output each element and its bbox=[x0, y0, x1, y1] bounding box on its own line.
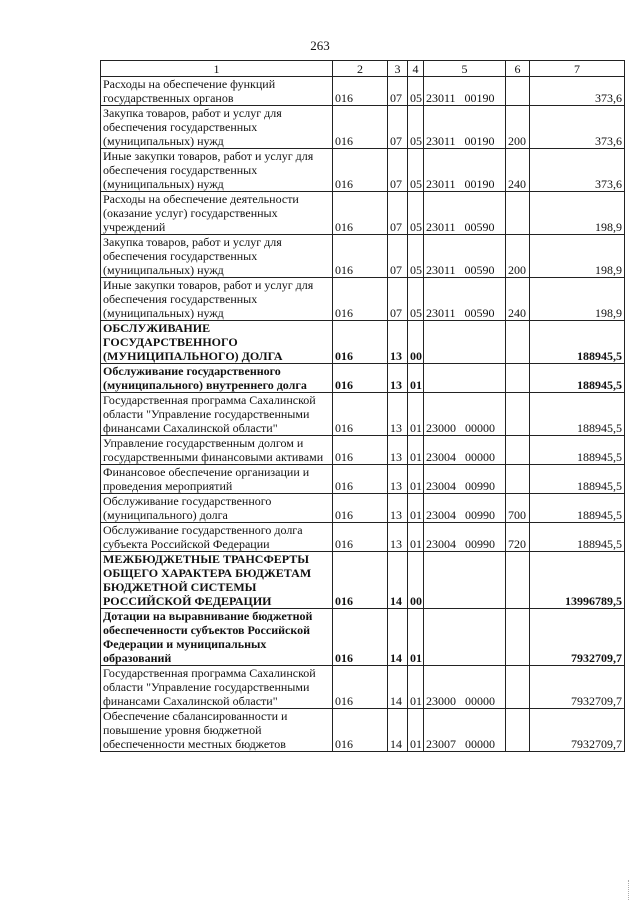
row-expense-type-cell bbox=[506, 364, 530, 393]
row-expense-type-cell bbox=[506, 709, 530, 752]
header-cell: 5 bbox=[424, 61, 506, 77]
table-row bbox=[101, 465, 625, 494]
row-amount-cell: 198,9 bbox=[530, 192, 625, 235]
row-code-cell: 016 bbox=[333, 709, 388, 752]
row-code-cell: 016 bbox=[333, 106, 388, 149]
header-cell: 7 bbox=[530, 61, 625, 77]
table-row bbox=[101, 77, 625, 106]
row-expense-type-cell: 200 bbox=[506, 106, 530, 149]
row-code-cell: 016 bbox=[333, 609, 388, 666]
row-name-cell: Закупка товаров, работ и услуг для обеспечения государственных (муниципальных) нужд bbox=[101, 106, 333, 149]
row-target-code-cell: 23011 00190 bbox=[424, 77, 506, 106]
table-row bbox=[101, 106, 625, 149]
row-subsection-cell: 01 bbox=[408, 609, 424, 666]
row-subsection-cell: 00 bbox=[408, 552, 424, 609]
header-cell: 6 bbox=[506, 61, 530, 77]
row-expense-type-cell bbox=[506, 192, 530, 235]
scan-mark bbox=[628, 880, 632, 900]
table-row bbox=[101, 436, 625, 465]
row-name-cell: Финансовое обеспечение организации и проведения мероприятий bbox=[101, 465, 333, 494]
row-section-cell: 07 bbox=[388, 278, 408, 321]
row-name-cell: Дотации на выравнивание бюджетной обеспеченности субъектов Российской Федерации и муниципальных образований bbox=[101, 609, 333, 666]
table-row bbox=[101, 494, 625, 523]
row-name-cell: Обслуживание государственного (муниципального) долга bbox=[101, 494, 333, 523]
row-amount-cell: 7932709,7 bbox=[530, 709, 625, 752]
row-target-code-cell bbox=[424, 609, 506, 666]
table-row bbox=[101, 666, 625, 709]
row-amount-cell: 188945,5 bbox=[530, 393, 625, 436]
row-code-cell: 016 bbox=[333, 364, 388, 393]
header-cell: 1 bbox=[101, 61, 333, 77]
row-name-cell: Управление государственным долгом и государственными финансовыми активами bbox=[101, 436, 333, 465]
row-expense-type-cell: 240 bbox=[506, 149, 530, 192]
row-code-cell: 016 bbox=[333, 666, 388, 709]
row-expense-type-cell bbox=[506, 609, 530, 666]
row-amount-cell: 7932709,7 bbox=[530, 666, 625, 709]
row-target-code-cell: 23000 00000 bbox=[424, 393, 506, 436]
row-expense-type-cell bbox=[506, 321, 530, 364]
table-row bbox=[101, 149, 625, 192]
row-target-code-cell: 23011 00590 bbox=[424, 278, 506, 321]
row-code-cell: 016 bbox=[333, 393, 388, 436]
table-row bbox=[101, 278, 625, 321]
row-target-code-cell: 23004 00990 bbox=[424, 523, 506, 552]
table-row bbox=[101, 321, 625, 364]
row-subsection-cell: 01 bbox=[408, 436, 424, 465]
table-row bbox=[101, 235, 625, 278]
row-section-cell: 07 bbox=[388, 149, 408, 192]
row-section-cell: 07 bbox=[388, 106, 408, 149]
row-subsection-cell: 01 bbox=[408, 393, 424, 436]
row-subsection-cell: 01 bbox=[408, 364, 424, 393]
row-code-cell: 016 bbox=[333, 278, 388, 321]
row-amount-cell: 188945,5 bbox=[530, 436, 625, 465]
row-name-cell: Обслуживание государственного долга субъекта Российской Федерации bbox=[101, 523, 333, 552]
row-target-code-cell bbox=[424, 364, 506, 393]
row-name-cell: Закупка товаров, работ и услуг для обеспечения государственных (муниципальных) нужд bbox=[101, 235, 333, 278]
row-section-cell: 14 bbox=[388, 552, 408, 609]
row-amount-cell: 198,9 bbox=[530, 278, 625, 321]
row-section-cell: 13 bbox=[388, 393, 408, 436]
row-code-cell: 016 bbox=[333, 494, 388, 523]
row-code-cell: 016 bbox=[333, 77, 388, 106]
row-target-code-cell: 23007 00000 bbox=[424, 709, 506, 752]
row-expense-type-cell bbox=[506, 436, 530, 465]
row-subsection-cell: 00 bbox=[408, 321, 424, 364]
row-name-cell: Обеспечение сбалансированности и повышение уровня бюджетной обеспеченности местных бюджетов bbox=[101, 709, 333, 752]
row-subsection-cell: 01 bbox=[408, 494, 424, 523]
row-section-cell: 14 bbox=[388, 666, 408, 709]
row-expense-type-cell: 720 bbox=[506, 523, 530, 552]
row-name-cell: Иные закупки товаров, работ и услуг для обеспечения государственных (муниципальных) нужд bbox=[101, 149, 333, 192]
row-subsection-cell: 01 bbox=[408, 523, 424, 552]
row-subsection-cell: 05 bbox=[408, 235, 424, 278]
row-name-cell: Государственная программа Сахалинской области "Управление государственными финансами Сахалинской области" bbox=[101, 393, 333, 436]
row-code-cell: 016 bbox=[333, 552, 388, 609]
row-name-cell: Государственная программа Сахалинской области "Управление государственными финансами Сахалинской области" bbox=[101, 666, 333, 709]
table-row bbox=[101, 364, 625, 393]
row-name-cell: Расходы на обеспечение деятельности (оказание услуг) государственных учреждений bbox=[101, 192, 333, 235]
row-target-code-cell: 23004 00990 bbox=[424, 494, 506, 523]
row-code-cell: 016 bbox=[333, 149, 388, 192]
row-expense-type-cell bbox=[506, 393, 530, 436]
row-amount-cell: 188945,5 bbox=[530, 494, 625, 523]
header-cell: 4 bbox=[408, 61, 424, 77]
row-section-cell: 13 bbox=[388, 523, 408, 552]
row-target-code-cell: 23011 00190 bbox=[424, 106, 506, 149]
row-section-cell: 13 bbox=[388, 436, 408, 465]
row-expense-type-cell bbox=[506, 77, 530, 106]
row-amount-cell: 13996789,5 bbox=[530, 552, 625, 609]
row-name-cell: Обслуживание государственного (муниципального) внутреннего долга bbox=[101, 364, 333, 393]
table-row bbox=[101, 192, 625, 235]
row-amount-cell: 373,6 bbox=[530, 77, 625, 106]
row-expense-type-cell: 200 bbox=[506, 235, 530, 278]
row-section-cell: 07 bbox=[388, 192, 408, 235]
table-row bbox=[101, 609, 625, 666]
row-target-code-cell: 23000 00000 bbox=[424, 666, 506, 709]
table-row bbox=[101, 552, 625, 609]
row-section-cell: 07 bbox=[388, 235, 408, 278]
row-subsection-cell: 01 bbox=[408, 709, 424, 752]
row-section-cell: 14 bbox=[388, 709, 408, 752]
header-row bbox=[101, 61, 625, 77]
row-amount-cell: 188945,5 bbox=[530, 321, 625, 364]
row-code-cell: 016 bbox=[333, 436, 388, 465]
row-target-code-cell bbox=[424, 321, 506, 364]
table-row bbox=[101, 709, 625, 752]
row-expense-type-cell: 700 bbox=[506, 494, 530, 523]
row-subsection-cell: 01 bbox=[408, 666, 424, 709]
page-number: 263 bbox=[310, 38, 330, 53]
row-code-cell: 016 bbox=[333, 465, 388, 494]
row-expense-type-cell bbox=[506, 465, 530, 494]
row-section-cell: 13 bbox=[388, 321, 408, 364]
row-code-cell: 016 bbox=[333, 192, 388, 235]
row-subsection-cell: 05 bbox=[408, 149, 424, 192]
row-subsection-cell: 05 bbox=[408, 77, 424, 106]
row-name-cell: Иные закупки товаров, работ и услуг для обеспечения государственных (муниципальных) нужд bbox=[101, 278, 333, 321]
row-expense-type-cell: 240 bbox=[506, 278, 530, 321]
row-section-cell: 07 bbox=[388, 77, 408, 106]
row-target-code-cell bbox=[424, 552, 506, 609]
row-amount-cell: 188945,5 bbox=[530, 523, 625, 552]
row-amount-cell: 198,9 bbox=[530, 235, 625, 278]
table-row bbox=[101, 523, 625, 552]
row-expense-type-cell bbox=[506, 666, 530, 709]
row-amount-cell: 373,6 bbox=[530, 106, 625, 149]
row-name-cell: МЕЖБЮДЖЕТНЫЕ ТРАНСФЕРТЫ ОБЩЕГО ХАРАКТЕРА БЮДЖЕТАМ БЮДЖЕТНОЙ СИСТЕМЫ РОССИЙСКОЙ ФЕДЕРАЦИИ bbox=[101, 552, 333, 609]
table-row bbox=[101, 393, 625, 436]
row-subsection-cell: 05 bbox=[408, 106, 424, 149]
row-amount-cell: 373,6 bbox=[530, 149, 625, 192]
row-code-cell: 016 bbox=[333, 235, 388, 278]
row-expense-type-cell bbox=[506, 552, 530, 609]
row-target-code-cell: 23004 00990 bbox=[424, 465, 506, 494]
row-section-cell: 13 bbox=[388, 494, 408, 523]
header-cell: 3 bbox=[388, 61, 408, 77]
row-amount-cell: 188945,5 bbox=[530, 465, 625, 494]
row-target-code-cell: 23011 00590 bbox=[424, 192, 506, 235]
row-name-cell: ОБСЛУЖИВАНИЕ ГОСУДАРСТВЕННОГО (МУНИЦИПАЛЬНОГО) ДОЛГА bbox=[101, 321, 333, 364]
row-section-cell: 14 bbox=[388, 609, 408, 666]
row-code-cell: 016 bbox=[333, 321, 388, 364]
row-target-code-cell: 23011 00190 bbox=[424, 149, 506, 192]
row-amount-cell: 188945,5 bbox=[530, 364, 625, 393]
header-cell: 2 bbox=[333, 61, 388, 77]
row-section-cell: 13 bbox=[388, 364, 408, 393]
row-name-cell: Расходы на обеспечение функций государственных органов bbox=[101, 77, 333, 106]
row-subsection-cell: 05 bbox=[408, 278, 424, 321]
row-amount-cell: 7932709,7 bbox=[530, 609, 625, 666]
row-subsection-cell: 05 bbox=[408, 192, 424, 235]
row-target-code-cell: 23011 00590 bbox=[424, 235, 506, 278]
budget-table bbox=[100, 60, 625, 752]
table-body bbox=[101, 77, 625, 752]
row-target-code-cell: 23004 00000 bbox=[424, 436, 506, 465]
row-subsection-cell: 01 bbox=[408, 465, 424, 494]
row-section-cell: 13 bbox=[388, 465, 408, 494]
row-code-cell: 016 bbox=[333, 523, 388, 552]
